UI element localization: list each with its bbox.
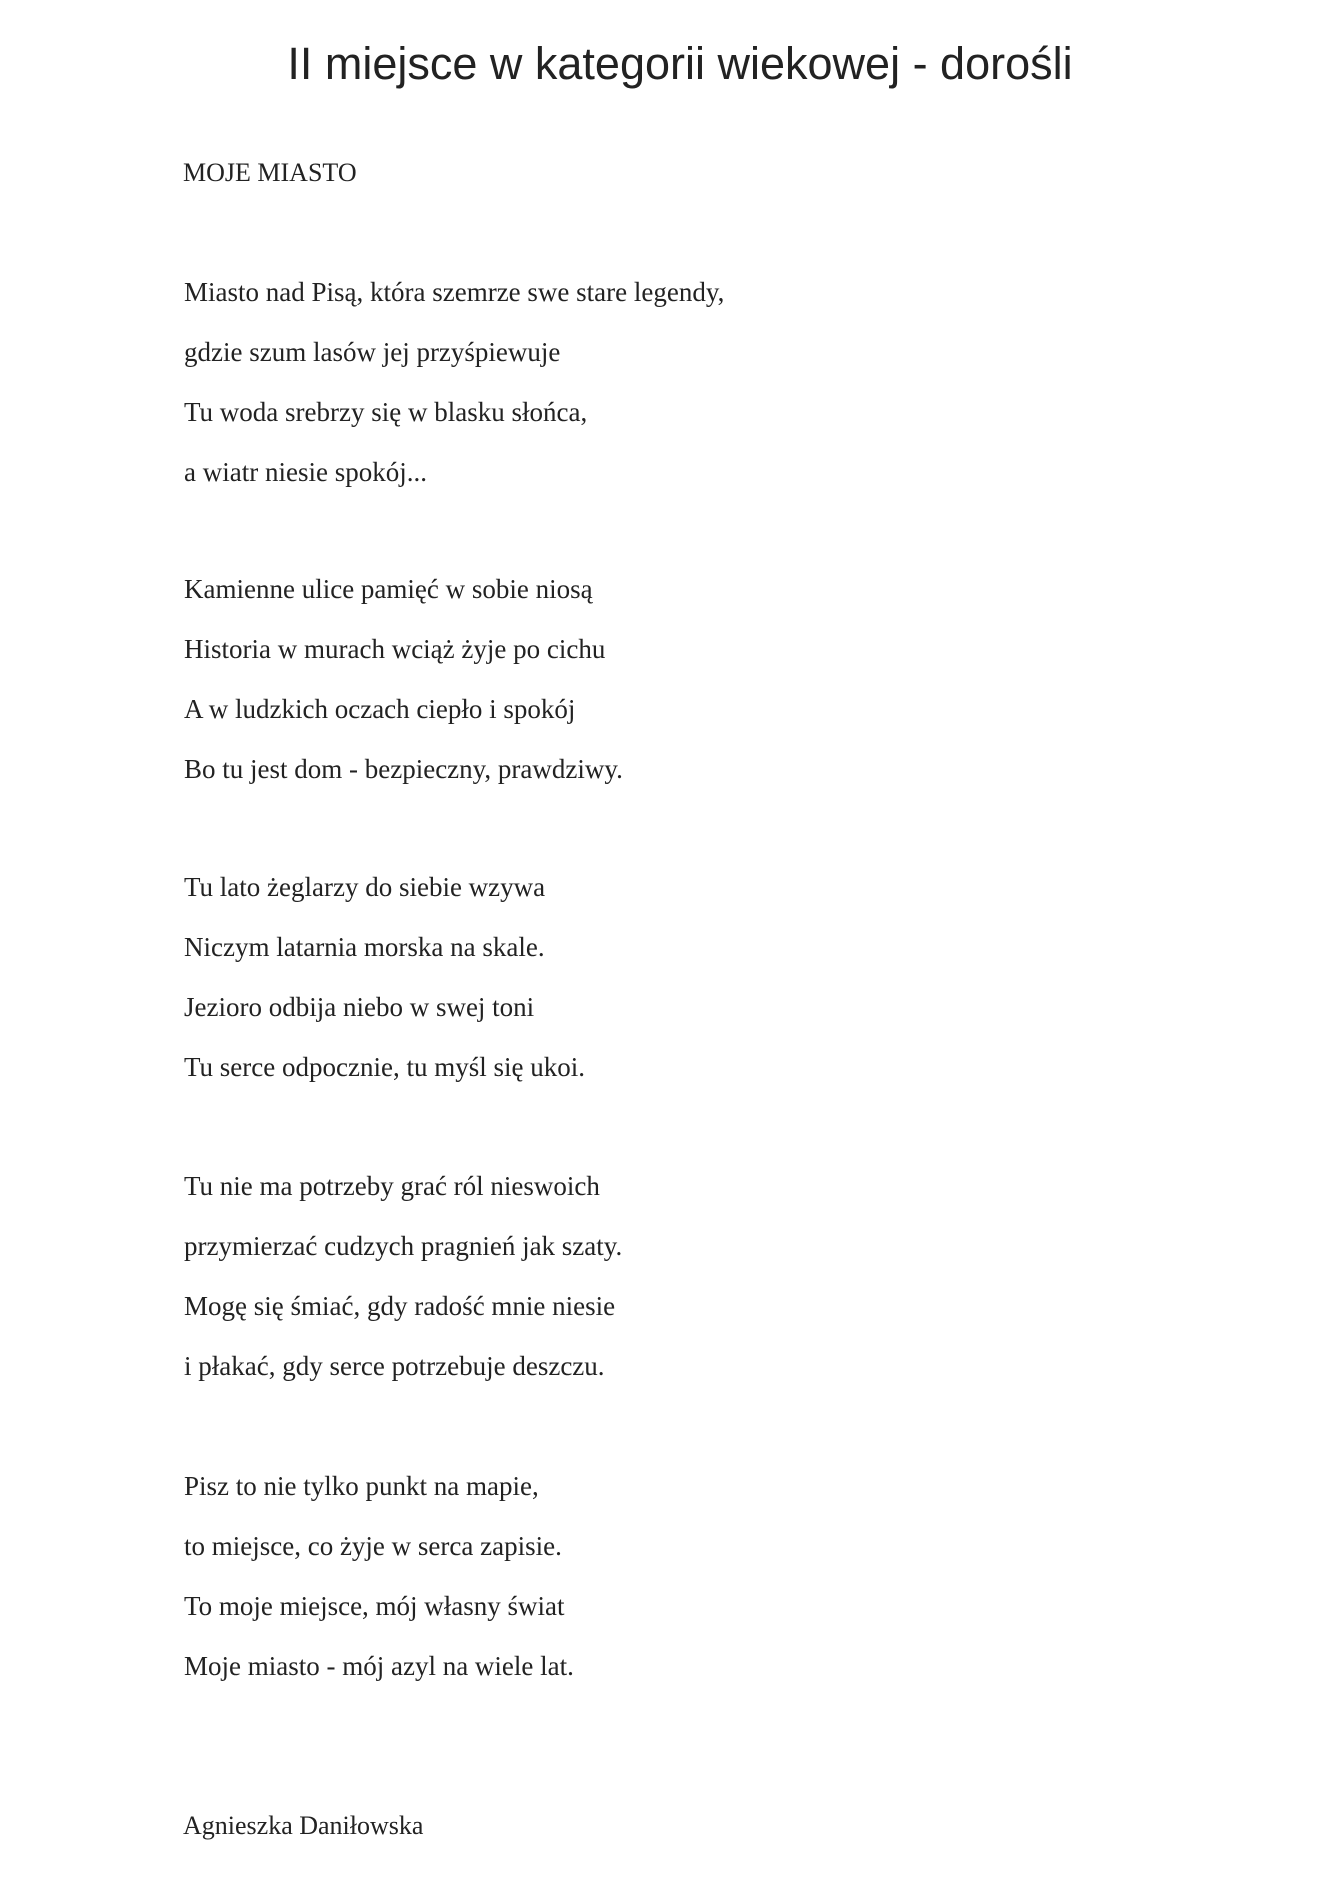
poem-line: To moje miejsce, mój własny świat — [184, 1591, 565, 1621]
poem-line: Pisz to nie tylko punkt na mapie, — [184, 1471, 539, 1501]
author-signature: Agnieszka Daniłowska — [183, 1811, 424, 1840]
poem-line: Kamienne ulice pamięć w sobie niosą — [184, 574, 593, 604]
poem-line: Historia w murach wciąż żyje po cichu — [184, 634, 606, 664]
poem-line: Tu woda srebrzy się w blasku słońca, — [184, 397, 588, 427]
poem-line: gdzie szum lasów jej przyśpiewuje — [184, 337, 561, 367]
poem-line: to miejsce, co żyje w serca zapisie. — [184, 1531, 562, 1561]
page-heading: II miejsce w kategorii wiekowej - dorośli — [287, 38, 1073, 89]
poem-line: i płakać, gdy serce potrzebuje deszczu. — [184, 1351, 605, 1381]
poem-line: przymierzać cudzych pragnień jak szaty. — [184, 1231, 623, 1261]
stanza-1 — [184, 275, 724, 515]
poem-line: Tu serce odpocznie, tu myśl się ukoi. — [184, 1052, 585, 1082]
poem-line: Miasto nad Pisą, która szemrze swe stare legendy, — [184, 277, 725, 307]
stanza-3 — [184, 870, 585, 1110]
poem-line: Jezioro odbija niebo w swej toni — [184, 992, 535, 1022]
poem-line: Tu lato żeglarzy do siebie wzywa — [184, 872, 546, 902]
stanza-4 — [184, 1169, 622, 1409]
poem-title: MOJE MIASTO — [183, 158, 357, 187]
stanza-5 — [184, 1469, 574, 1709]
poem-line: a wiatr niesie spokój... — [184, 457, 427, 487]
poem-line: Niczym latarnia morska na skale. — [184, 932, 545, 962]
poem-line: Bo tu jest dom - bezpieczny, prawdziwy. — [184, 754, 623, 784]
poem-line: Moje miasto - mój azyl na wiele lat. — [184, 1651, 574, 1681]
poem-line: A w ludzkich oczach ciepło i spokój — [184, 694, 576, 724]
poem-line: Tu nie ma potrzeby grać ról nieswoich — [184, 1171, 600, 1201]
poem-line: Mogę się śmiać, gdy radość mnie niesie — [184, 1291, 616, 1321]
stanza-2 — [184, 572, 623, 812]
